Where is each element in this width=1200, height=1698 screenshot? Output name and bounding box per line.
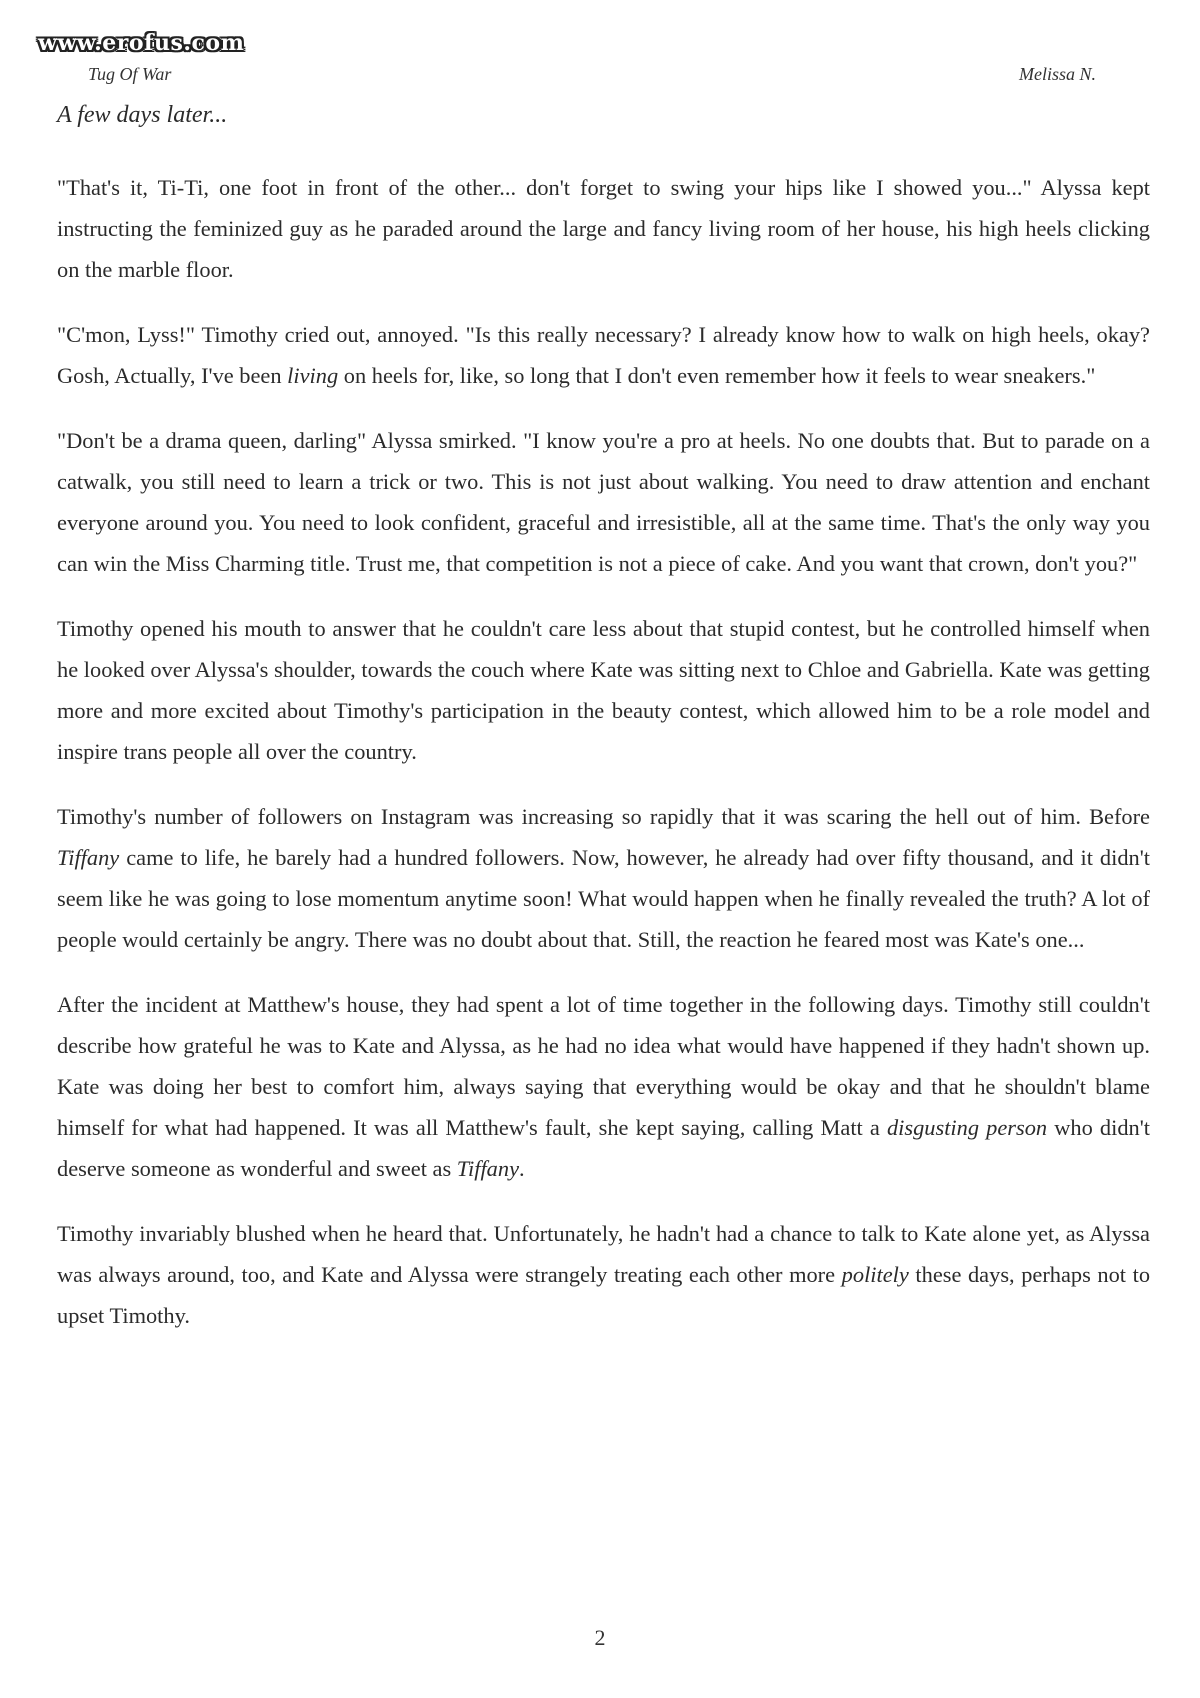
emphasis-text: Tiffany xyxy=(57,845,120,870)
emphasis-text: Tiffany xyxy=(456,1156,520,1181)
running-header xyxy=(88,64,1096,85)
paragraph xyxy=(57,420,1150,584)
author-name: Melissa N. xyxy=(1018,64,1096,84)
paragraph xyxy=(57,314,1150,396)
paragraph-text: "That's it, Ti-Ti, one foot in front of the other... don't forget to swing your hips like I showed you..." Alyssa kept instructing the feminized guy as he paraded around the large and fancy living room of her house, his high heels clicking on the marble floor. xyxy=(57,175,1150,282)
paragraph-text: . xyxy=(519,1156,525,1181)
paragraph-text: After the incident at Matthew's house, they had spent a lot of time together in the following days. Timothy still couldn't describe how grateful he was to Kate and Alyssa, as he had no idea what would have happened if they hadn't shown up. Kate was doing her best to comfort him, always saying that everything would be okay and that he shouldn't blame himself for what had happened. It was all Matthew's fault, she kept saying, calling Matt a xyxy=(57,992,1150,1140)
paragraph xyxy=(57,1213,1150,1336)
paragraph-text: on heels for, like, so long that I don't even remember how it feels to wear sneakers." xyxy=(338,363,1096,388)
book-title: Tug Of War xyxy=(88,64,172,84)
paragraph-text: came to life, he barely had a hundred followers. Now, however, he already had over fifty thousand, and it didn't seem like he was going to lose momentum anytime soon! What would happen when he finally revealed the truth? A lot of people would certainly be angry. There was no doubt about that. Still, the reaction he feared most was Kate's one... xyxy=(57,845,1150,952)
paragraph-text: these days, perhaps not to upset Timothy. xyxy=(57,1262,1151,1328)
paragraph xyxy=(57,984,1150,1189)
paragraph-text: "Don't be a drama queen, darling" Alyssa smirked. "I know you're a pro at heels. No one doubts that. But to parade on a catwalk, you still need to learn a trick or two. This is not just about walking. You need to draw attention and enchant everyone around you. You need to look confident, graceful and irresistible, all at the same time. That's the only way you can win the Miss Charming title. Trust me, that competition is not a piece of cake. And you want that crown, don't you?" xyxy=(57,428,1150,576)
paragraph-text: Timothy invariably blushed when he heard that. Unfortunately, he hadn't had a chance to talk to Kate alone yet, as Alyssa was always around, too, and Kate and Alyssa were strangely treating each other more xyxy=(57,1221,1150,1287)
section-title: A few days later... xyxy=(57,102,228,128)
paragraph xyxy=(57,796,1150,960)
paragraph-text: Timothy opened his mouth to answer that he couldn't care less about that stupid contest, but he controlled himself when he looked over Alyssa's shoulder, towards the couch where Kate was sitting next to Chloe and Gabriella. Kate was getting more and more excited about Timothy's participation in the beauty contest, which allowed him to be a role model and inspire trans people all over the country. xyxy=(57,616,1150,764)
paragraph-text: who didn't deserve someone as wonderful and sweet as xyxy=(57,1115,1150,1181)
emphasis-text: politely xyxy=(841,1262,909,1287)
paragraph xyxy=(57,167,1150,290)
site-watermark: www.erofus.com xyxy=(38,30,245,56)
page-number: 2 xyxy=(594,1625,606,1650)
emphasis-text: living xyxy=(287,363,339,388)
body-text xyxy=(57,167,1150,1360)
paragraph-text: Timothy's number of followers on Instagram was increasing so rapidly that it was scaring the hell out of him. Before xyxy=(57,804,1150,829)
emphasis-text: disgusting person xyxy=(886,1115,1048,1140)
paragraph xyxy=(57,608,1150,772)
paragraph-text: "C'mon, Lyss!" Timothy cried out, annoyed. "Is this really necessary? I already know how to walk on high heels, okay? Gosh, Actually, I've been xyxy=(57,322,1150,388)
